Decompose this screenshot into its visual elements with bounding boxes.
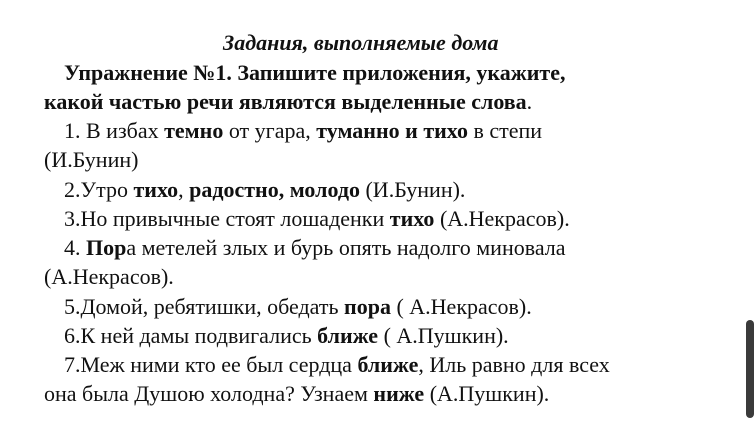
- item-4-text: а метелей злых и бурь опять надолго миновала: [126, 235, 566, 260]
- item-5: [64, 292, 532, 321]
- item-2: [64, 175, 465, 204]
- exercise-heading-period: .: [526, 89, 533, 114]
- item-1: [64, 116, 542, 145]
- page-title: Задания, выполняемые дома: [223, 30, 499, 55]
- item-2-bold-word: тихо: [133, 177, 179, 202]
- item-4: [64, 233, 566, 262]
- item-1-source: (И.Бунин): [44, 147, 139, 172]
- item-2-bold-phrase: радостно, молодо: [189, 177, 360, 202]
- item-4-text: 4.: [64, 235, 86, 260]
- item-2-text: ,: [178, 177, 190, 202]
- item-5-text: ( А.Некрасов).: [390, 294, 532, 319]
- item-4-bold-word: Пор: [86, 235, 127, 260]
- item-5-text: 5.Домой, ребятишки, обедать: [64, 294, 345, 319]
- exercise-heading-line2: [44, 87, 532, 116]
- item-7-text: (А.Пушкин).: [424, 381, 550, 406]
- exercise-heading-bold: какой частью речи являются выделенные слова: [44, 89, 527, 114]
- item-3-text: (А.Некрасов).: [434, 206, 570, 231]
- item-7-text: она была Душою холодна? Узнаем: [44, 381, 374, 406]
- item-7-bold-word: ближе: [357, 352, 419, 377]
- item-3-text: 3.Но привычные стоят лошаденки: [64, 206, 390, 231]
- item-7-text: 7.Меж ними кто ее был сердца: [64, 352, 358, 377]
- item-3-bold-word: тихо: [389, 206, 435, 231]
- vertical-scrollbar-thumb[interactable]: [746, 320, 754, 418]
- item-1-bold-phrase: туманно и тихо: [316, 118, 468, 143]
- item-6-bold-word: ближе: [317, 323, 379, 348]
- item-7-bold-word: ниже: [373, 381, 425, 406]
- item-6-text: 6.К ней дамы подвигались: [64, 323, 318, 348]
- item-1-text: в степи: [467, 118, 543, 143]
- item-5-bold-word: пора: [344, 294, 391, 319]
- item-7: [64, 350, 610, 379]
- item-2-text: (И.Бунин).: [359, 177, 466, 202]
- item-4-source: (А.Некрасов).: [44, 264, 174, 289]
- item-2-text: 2.Утро: [64, 177, 134, 202]
- item-3: [64, 204, 570, 233]
- item-1-text: от угара,: [223, 118, 317, 143]
- item-1-text: 1. В избах: [64, 118, 165, 143]
- item-7-continuation: [44, 379, 549, 408]
- exercise-heading-line1: Упражнение №1. Запишите приложения, укажите,: [64, 60, 566, 85]
- item-7-text: , Иль равно для всех: [418, 352, 610, 377]
- item-6-text: ( А.Пушкин).: [378, 323, 509, 348]
- item-6: [64, 321, 509, 350]
- item-1-bold-word: темно: [164, 118, 224, 143]
